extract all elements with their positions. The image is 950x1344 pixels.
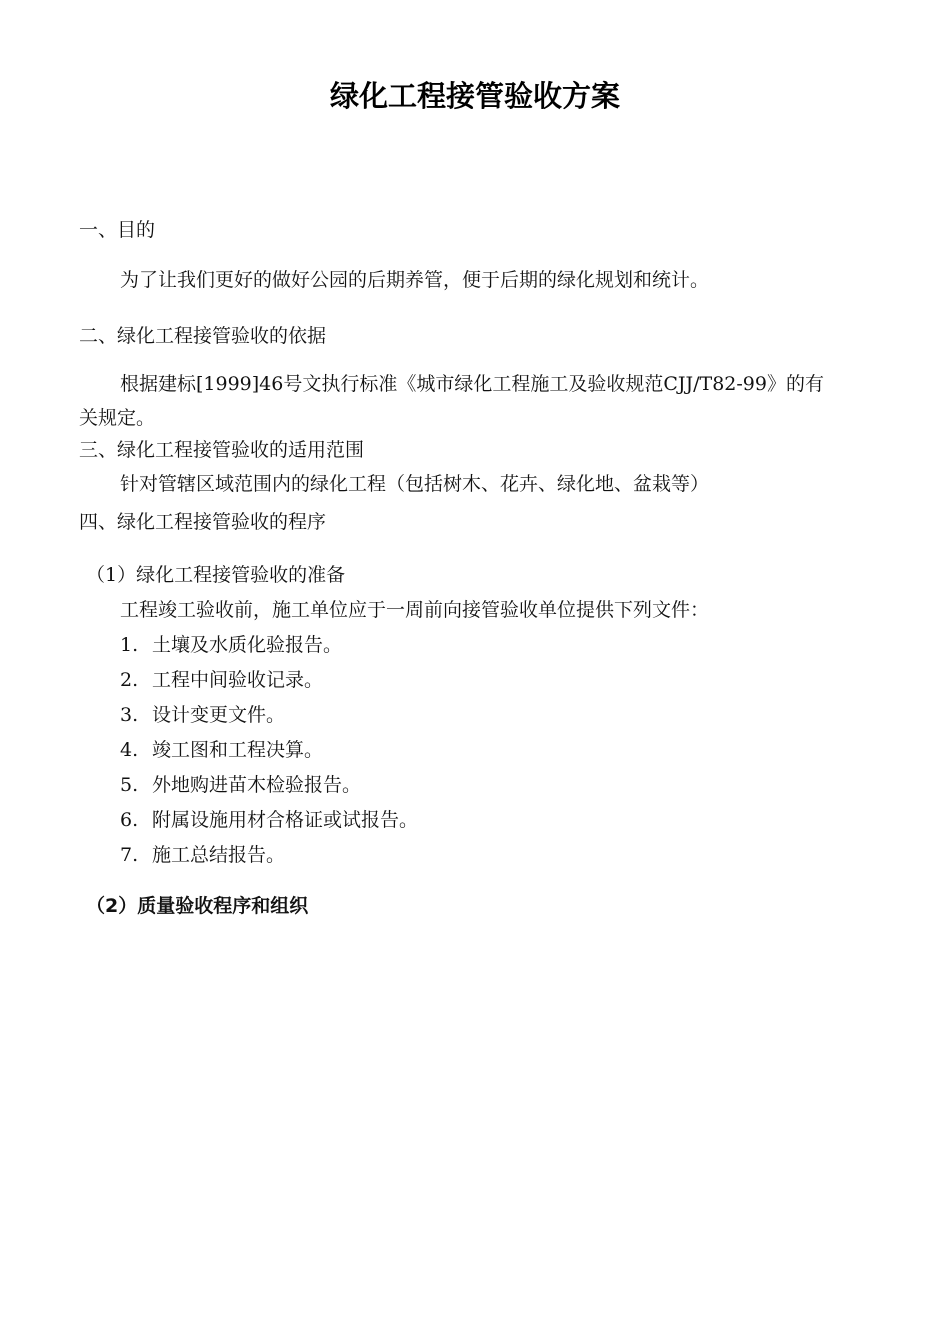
list-item <box>120 841 285 869</box>
section-body-purpose: 为了让我们更好的做好公园的后期养管，便于后期的绿化规划和统计。 <box>120 269 710 291</box>
list-item-text: 附属设施用材合格证或试报告。 <box>152 809 419 831</box>
list-item <box>120 701 285 729</box>
list-item <box>120 771 361 799</box>
list-item-number: 1. <box>120 634 139 656</box>
section-heading-procedure: 四、绿化工程接管验收的程序 <box>79 511 327 533</box>
section-heading-basis: 二、绿化工程接管验收的依据 <box>79 325 327 347</box>
list-item-number: 2. <box>120 669 139 691</box>
list-item-text: 施工总结报告。 <box>152 844 286 866</box>
list-item-text: 竣工图和工程决算。 <box>152 739 324 761</box>
subsection-heading-quality: （2）质量验收程序和组织 <box>86 895 309 917</box>
list-item-text: 外地购进苗木检验报告。 <box>152 774 362 796</box>
section-heading-purpose: 一、目的 <box>79 219 156 241</box>
subsection-heading-preparation: （1）绿化工程接管验收的准备 <box>86 564 346 586</box>
list-item-number: 4. <box>120 739 139 761</box>
list-item-number: 5. <box>120 774 139 796</box>
list-item-text: 工程中间验收记录。 <box>152 669 324 691</box>
section-heading-scope: 三、绿化工程接管验收的适用范围 <box>79 439 365 461</box>
document-title: 绿化工程接管验收方案 <box>329 79 620 113</box>
list-item-text: 设计变更文件。 <box>152 704 286 726</box>
list-item <box>120 736 323 764</box>
list-item-number: 7. <box>120 844 139 866</box>
list-item <box>120 631 342 659</box>
list-item <box>120 666 323 694</box>
section-body-scope: 针对管辖区域范围内的绿化工程（包括树木、花卉、绿化地、盆栽等） <box>120 473 710 495</box>
list-item-number: 6. <box>120 809 139 831</box>
list-item-text: 土壤及水质化验报告。 <box>152 634 343 656</box>
list-item-number: 3. <box>120 704 139 726</box>
section-body-basis-line2: 关规定。 <box>79 407 156 429</box>
section-body-basis-line1: 根据建标[1999]46号文执行标准《城市绿化工程施工及验收规范CJJ/T82-99》的有 <box>120 373 824 395</box>
list-item <box>120 806 418 834</box>
subsection-intro-preparation: 工程竣工验收前，施工单位应于一周前向接管验收单位提供下列文件： <box>120 599 710 621</box>
